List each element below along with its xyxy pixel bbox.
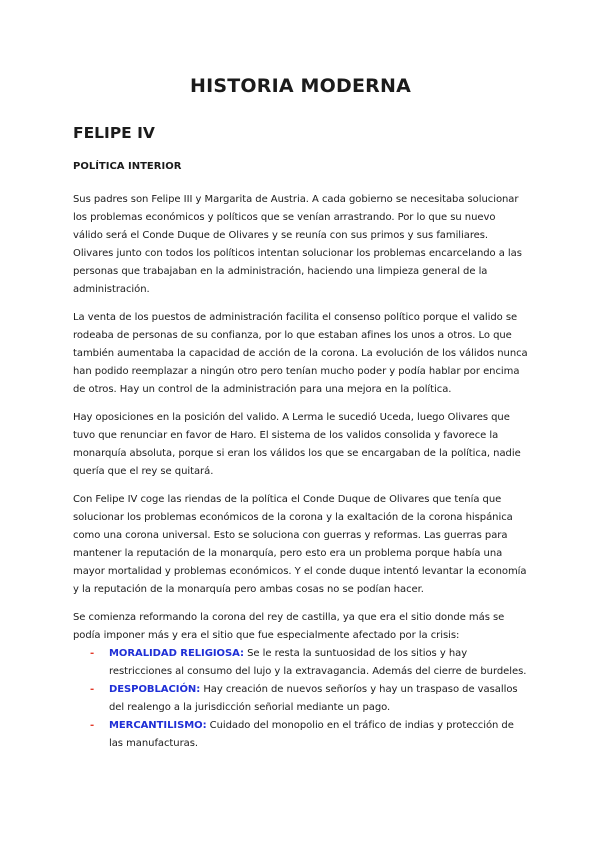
list-item-text: Hay creación de nuevos señoríos y hay un traspaso de vasallos del realengo a la jurisdicción señorial mediante un pago. (109, 684, 518, 713)
section-title: FELIPE IV (73, 124, 155, 142)
paragraph-3: Hay oposiciones en la posición del valido. A Lerma le sucedió Uceda, luego Olivares que tuvo que renunciar en favor de Haro. El sistema de los validos consolida y favorece la monarquía absoluta, porque si eran los válidos los que se encargaban de la política, nadie quería que el rey se quitará. (73, 412, 521, 477)
document-title: HISTORIA MODERNA (189, 75, 412, 97)
list-bullet: - (90, 684, 95, 695)
reform-list (73, 645, 528, 753)
list-item-term: MORALIDAD RELIGIOSA: (109, 648, 244, 659)
paragraph-4: Con Felipe IV coge las riendas de la política el Conde Duque de Olivares que tenía que solucionar los problemas económicos de la corona y la exaltación de la corona hispánica como una corona universal. Esto se soluciona con guerras y reformas. Las guerras para mantener la reputación de la monarquía, pero esto era un problema porque había una mayor mortalidad y problemas económicos. Y el conde duque intentó levantar la economía y la reputación de la monarquía pero ambas cosas no se podían hacer. (73, 494, 527, 595)
paragraph-1: Sus padres son Felipe III y Margarita de Austria. A cada gobierno se necesitaba solucionar los problemas económicos y políticos que se venían arrastrando. Por lo que su nuevo válido será el Conde Duque de Olivares y se reunía con sus primos y sus familiares. Olivares junto con todos los políticos intentan solucionar los problemas encarcelando a las personas que trabajaban en la administración, haciendo una limpieza general de la administración. (73, 194, 522, 295)
paragraph-2: La venta de los puestos de administración facilita el consenso político porque el valido se rodeaba de personas de su confianza, por lo que estaban afines los unos a otros. Lo que también aumentaba la capacidad de acción de la corona. La evolución de los válidos nunca han podido reemplazar a ningún otro pero tenían mucho poder y podía hablar por encima de otros. Hay un control de la administración para una mejora en la política. (73, 312, 528, 395)
paragraph-5: Se comienza reformando la corona del rey de castilla, ya que era el sitio donde más se podía imponer más y era el sitio que fue especialmente afectado por la crisis: (73, 612, 505, 641)
list-item-mercantilismo (90, 717, 528, 753)
list-bullet: - (90, 648, 95, 659)
list-item-text: Cuidado del monopolio en el tráfico de indias y protección de las manufacturas. (109, 720, 514, 749)
list-item-text: Se le resta la suntuosidad de los sitios y hay restricciones al consumo del lujo y la extravagancia. Además del cierre de burdeles. (109, 648, 527, 677)
list-item-despoblacion (90, 681, 528, 717)
list-item-term: MERCANTILISMO: (109, 720, 207, 731)
subsection-title: POLÍTICA INTERIOR (73, 161, 182, 172)
list-item-term: DESPOBLACIÓN: (109, 684, 201, 695)
list-bullet: - (90, 720, 95, 731)
list-item-moralidad (90, 645, 528, 681)
